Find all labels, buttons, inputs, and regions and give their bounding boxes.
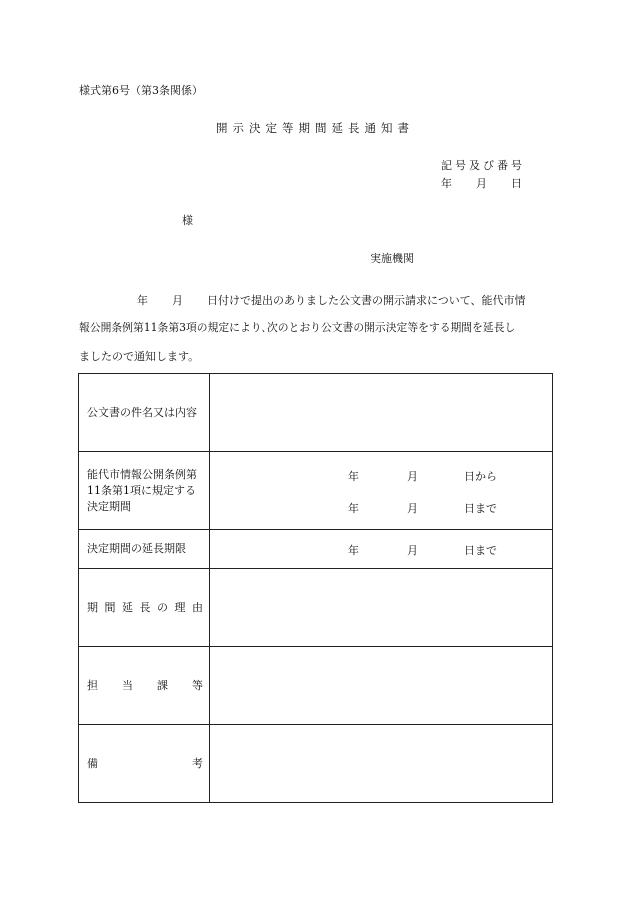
agency-label: 実施機関 bbox=[370, 252, 414, 265]
body-year: 年 bbox=[137, 294, 148, 307]
from-year: 年 bbox=[348, 470, 359, 483]
body-line-1-text: 日付けで提出のありました公文書の開示請求について、能代市情 bbox=[207, 294, 526, 307]
issue-date-day: 日 bbox=[511, 177, 522, 190]
remarks-label-right: 考 bbox=[192, 756, 203, 770]
remarks-label-left: 備 bbox=[87, 756, 98, 770]
subject-value-cell[interactable] bbox=[210, 374, 553, 452]
label-char: の bbox=[157, 600, 168, 614]
label-char: 由 bbox=[192, 600, 203, 614]
extension-reason-label bbox=[87, 600, 203, 616]
issue-date bbox=[441, 175, 522, 191]
extension-deadline-label-cell bbox=[79, 530, 210, 569]
label-char: 当 bbox=[122, 678, 133, 692]
until-day: 日まで bbox=[464, 502, 497, 515]
extension-deadline-label: 決定期間の延長期限 bbox=[87, 542, 186, 555]
deadline-year: 年 bbox=[348, 544, 359, 557]
body-line-3: ましたので通知します。 bbox=[79, 350, 200, 363]
from-month: 月 bbox=[407, 470, 418, 483]
issue-date-year: 年 bbox=[441, 177, 452, 190]
label-char: 間 bbox=[104, 600, 116, 614]
remarks-value-cell[interactable] bbox=[210, 725, 553, 803]
extension-deadline-value-cell[interactable] bbox=[210, 530, 553, 569]
decision-period-label-cell bbox=[79, 452, 210, 530]
until-year: 年 bbox=[348, 502, 359, 515]
deadline-month: 月 bbox=[407, 544, 418, 557]
reference-number-label: 記号及び番号 bbox=[441, 159, 525, 172]
until-month: 月 bbox=[407, 502, 418, 515]
label-char: 担 bbox=[87, 678, 98, 692]
remarks-label bbox=[87, 756, 203, 772]
table-row bbox=[79, 647, 553, 725]
form-number: 様式第6号（第3条関係） bbox=[79, 84, 203, 97]
label-char: 課 bbox=[157, 678, 168, 692]
decision-period-value-cell[interactable] bbox=[210, 452, 553, 530]
body-month: 月 bbox=[172, 294, 183, 307]
table-row bbox=[79, 452, 553, 530]
decision-period-label-2: 11条第1項に規定する bbox=[87, 483, 196, 497]
department-label-cell bbox=[79, 647, 210, 725]
department-value-cell[interactable] bbox=[210, 647, 553, 725]
label-char: 期 bbox=[87, 600, 98, 614]
label-char: 等 bbox=[192, 678, 203, 692]
department-label bbox=[87, 678, 203, 694]
extension-reason-label-cell bbox=[79, 569, 210, 647]
issue-date-month: 月 bbox=[476, 177, 487, 190]
label-char: 延 bbox=[122, 600, 133, 614]
from-day: 日から bbox=[464, 470, 497, 483]
table-row bbox=[79, 569, 553, 647]
label-char: 長 bbox=[139, 600, 151, 614]
table-row bbox=[79, 374, 553, 452]
label-char: 理 bbox=[174, 600, 186, 614]
subject-label-cell bbox=[79, 374, 210, 452]
decision-period-label-3: 決定期間 bbox=[87, 499, 131, 513]
decision-period-label-1: 能代市情報公開条例第 bbox=[87, 467, 197, 481]
subject-label: 公文書の件名又は内容 bbox=[87, 405, 197, 419]
extension-reason-value-cell[interactable] bbox=[210, 569, 553, 647]
table-row bbox=[79, 725, 553, 803]
body-line-1 bbox=[137, 292, 526, 308]
document-title: 開示決定等期間延長通知書 bbox=[216, 121, 414, 135]
addressee-suffix: 様 bbox=[182, 214, 193, 227]
body-line-2: 報公開条例第11条第3項の規定により､次のとおり公文書の開示決定等をする期間を延長し bbox=[79, 321, 516, 334]
deadline-day: 日まで bbox=[464, 544, 497, 557]
notice-table bbox=[78, 373, 553, 803]
table-row bbox=[79, 530, 553, 569]
remarks-label-cell bbox=[79, 725, 210, 803]
